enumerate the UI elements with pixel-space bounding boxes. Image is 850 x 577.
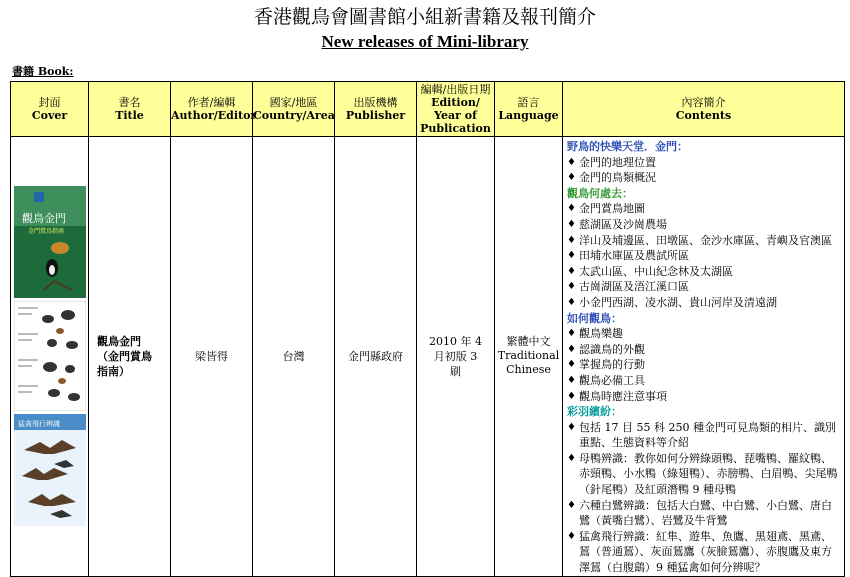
- contents-list-item: ♦ 金門賞鳥地圖: [567, 201, 842, 217]
- header-title: 書名 Title: [89, 82, 171, 137]
- contents-list-item: ♦ 觀鳥時應注意事項: [567, 389, 842, 405]
- cover-cell: [11, 137, 89, 577]
- page-title-chinese: 香港觀鳥會圖書館小組新書籍及報刊簡介: [253, 6, 596, 28]
- contents-cell: [563, 137, 845, 577]
- book-author: 梁皆得: [195, 350, 228, 364]
- cover-title-text: 觀鳥金門: [21, 212, 66, 226]
- book-title-cell: [89, 137, 171, 577]
- contents-list-item: ♦ 古崗湖區及浯江溪口區: [567, 279, 842, 295]
- contents-list: [567, 139, 842, 576]
- header-contents: 內容簡介 Contents: [563, 82, 845, 137]
- book-language-en: Traditional Chinese: [497, 349, 560, 377]
- header-country: 國家/地區 Country/Area: [253, 82, 335, 137]
- table-row: [11, 137, 845, 577]
- header-edition: 編輯/出版日期 Edition/ Year of Publication: [417, 82, 495, 137]
- contents-list-item: ♦ 猛禽飛行辨識：紅隼、遊隼、魚鷹、黑翅鳶、黑鳶、鵟（普通鵟）、灰面鵟鷹（灰臉鵟鷹）、赤腹鷹及東方澤鵟（白腹鷂）9 種猛禽如何分辨呢？: [567, 529, 842, 576]
- book-country: 台灣: [282, 350, 305, 364]
- book-language-zh: 繁體中文: [506, 335, 551, 349]
- contents-section-heading: 野鳥的快樂天堂．金門：: [567, 140, 688, 153]
- contents-list-item: ♦ 掌握鳥的行動: [567, 357, 842, 373]
- contents-list-item: ♦ 金門的鳥類概況: [567, 170, 842, 186]
- publisher-cell: [335, 137, 417, 577]
- contents-list-item: ♦ 包括 17 目 55 科 250 種金門可見鳥類的相片、識別重點、生態資料等介紹: [567, 420, 842, 451]
- contents-list-item: ♦ 認識鳥的外觀: [567, 342, 842, 358]
- contents-section-heading: 如何觀鳥：: [567, 311, 622, 325]
- contents-list-item: ♦ 金門的地理位置: [567, 155, 842, 171]
- contents-list-item: ♦ 太武山區、中山紀念林及太湖區: [567, 264, 842, 280]
- book-publisher: 金門縣政府: [348, 350, 403, 364]
- contents-section-heading: 觀鳥何處去：: [567, 186, 633, 200]
- table-header-row: [11, 82, 845, 137]
- book-title: 觀鳥金門（金門賞鳥指南）: [97, 334, 152, 378]
- page-title-english: New releases of Mini-library: [321, 32, 529, 51]
- contents-list-item: ♦ 六種白鷺辨識：包括大白鷺、中白鷺、小白鷺、唐白鷺（黃嘴白鷺）、岩鷺及牛背鷺: [567, 498, 842, 529]
- cover-images: [14, 186, 86, 526]
- contents-list-item: ♦ 觀鳥必備工具: [567, 373, 842, 389]
- contents-section-heading: 彩羽繽紛：: [567, 405, 622, 419]
- header-language: 語言 Language: [495, 82, 563, 137]
- book-table: [10, 81, 845, 577]
- contents-list-item: ♦ 慈湖區及沙崗農場: [567, 217, 842, 233]
- country-cell: [253, 137, 335, 577]
- header-author: 作者/編輯 Author/Editor: [171, 82, 253, 137]
- cover-raptor-page-image: [14, 414, 86, 526]
- book-edition: 2010 年 4 月初版 3 刷: [429, 334, 482, 378]
- contents-list-item: ♦ 觀鳥樂趣: [567, 326, 842, 342]
- edition-cell: [417, 137, 495, 577]
- header-cover: 封面 Cover: [11, 82, 89, 137]
- contents-list-item: ♦ 母鴨辨識：教你如何分辨綠頭鴨、琵嘴鴨、羅紋鴨、赤頸鴨、小水鴨（綠翅鴨）、赤膀鴨、白眉鴨、尖尾鴨（針尾鴨）及紅頭潛鴨 9 種母鴨: [567, 451, 842, 498]
- section-label-book: 書籍 Book:: [12, 65, 74, 78]
- contents-list-item: ♦ 小金門西湖、凌水湖、貴山河岸及清遠湖: [567, 295, 842, 311]
- cover-front-image: [14, 186, 86, 298]
- contents-list-item: ♦ 田埔水庫區及農試所區: [567, 248, 842, 264]
- header-publisher: 出版機構 Publisher: [335, 82, 417, 137]
- contents-list-item: ♦ 洋山及埔邊區、田墩區、金沙水庫區、青嶼及官澳區: [567, 233, 842, 249]
- cover-inside-page-image: [14, 301, 86, 411]
- author-cell: [171, 137, 253, 577]
- cover-raptor-title: 猛禽飛行辨識: [17, 420, 60, 429]
- language-cell: [495, 137, 563, 577]
- cover-subtitle-text: 金門賞鳥指南: [27, 228, 64, 236]
